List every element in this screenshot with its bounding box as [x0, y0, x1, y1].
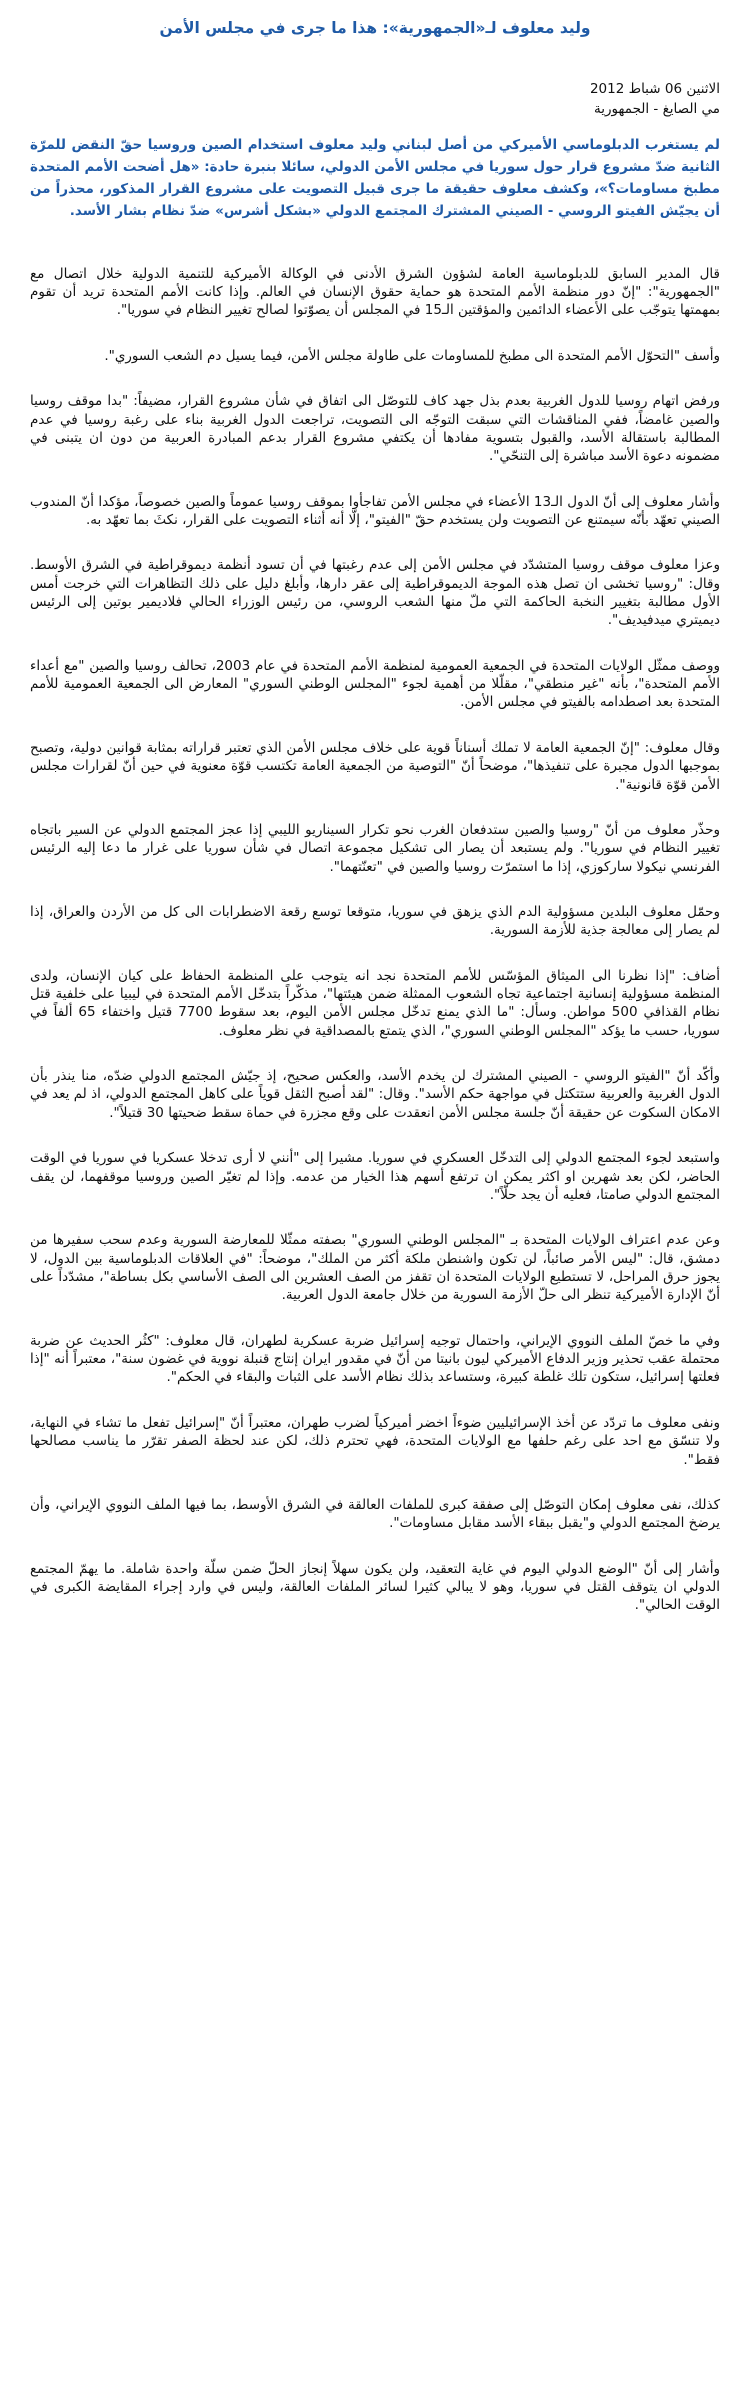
body-paragraph: ووصف ممثّل الولايات المتحدة في الجمعية العمومية لمنظمة الأمم المتحدة في عام 2003، تحالف روسيا والصين "مع أعداء الأمم المتحدة"، بأنه "غير منطقي"، مقلّلا من أهمية لجوء "المجلس الوطني السوري" المعارض الى الجمعية العمومية للأمم المتحدة بعد اصطدامه بالفيتو في مجلس الأمن.: [30, 657, 720, 711]
body-paragraph: وقال معلوف: "إنّ الجمعية العامة لا تملك أسناناً قوية على خلاف مجلس الأمن الذي تعتبر قراراته بمثابة قوانين دولية، وتصبح بموجبها الدول مجبرة على تنفيذها"، موضحاً أنّ "التوصية من الجمعية العامة تكتسب قوّة معنوية في حين أنّ لقرارات مجلس الأمن قوّة قانونية".: [30, 739, 720, 793]
article-body: [30, 265, 720, 1615]
article-date: الاثنين 06 شباط 2012: [589, 81, 720, 98]
body-paragraph: وعزا معلوف موقف روسيا المتشدّد في مجلس الأمن إلى عدم رغبتها في أن تسود أنظمة ديموقراطية في الشرق الأوسط. وقال: "روسيا تخشى ان تصل هذه الموجة الديموقراطية إلى عقر دارها، وأبلغ دليل على ذلك التظاهرات التي خرجت أمس الأول مطالبة بتغيير النخبة الحاكمة التي ملّ منها الشعب الروسي، من رئيس الوزراء الحالي فلاديمير بوتين إلى الرئيس ديميتري ميدفيديف".: [30, 557, 720, 629]
article-title: وليد معلوف لـ«الجمهورية»: هذا ما جرى في مجلس الأمن: [159, 19, 591, 37]
body-paragraph: ونفى معلوف ما تردّد عن أخذ الإسرائيليين ضوءاً اخضر أميركياً لضرب طهران، معتبراً أنّ "إسرائيل تفعل ما تشاء في النهاية، ولا تنسّق مع احد على رغم حلفها مع الولايات المتحدة، فهي تحترم ذلك، لكن عند لحظة الصفر تقرّر ما يناسب مصالحها فقط".: [30, 1414, 720, 1468]
article-page: [30, 0, 720, 1615]
article-meta: [30, 80, 720, 119]
body-paragraph: وحذّر معلوف من أنّ "روسيا والصين ستدفعان الغرب نحو تكرار السيناريو الليبي إذا عجز المجتمع الدولي عن السير باتجاه تغيير النظام في سوريا". ولم يستبعد أن يصار الى تشكيل مجموعة اتصال في شأن سوريا على غرار ما دعا إليه الرئيس الفرنسي نيكولا ساركوزي، إذا ما استمرّت روسيا والصين في "تعنّتهما".: [30, 821, 720, 875]
body-paragraph: ورفض اتهام روسيا للدول الغربية بعدم بذل جهد كاف للتوصّل الى اتفاق في شأن مشروع القرار، مضيفاً: "بدا موقف روسيا والصين غامضاً، ففي المناقشات التي سبقت التوجّه الى التصويت، تراجعت الدول الغربية بناء على رغبة روسيا في عدم المطالبة باستقالة الأسد، والقبول بتسوية مفادها أن يكتفي مشروع القرار بدعم المبادرة العربية من دون ان يتبنى في مضمونه دعوة الأسد مباشرة إلى التنحّي".: [30, 393, 720, 465]
body-paragraph: وحمّل معلوف البلدين مسؤولية الدم الذي يزهق في سوريا، متوقعا توسع رقعة الاضطرابات الى كل من الأردن والعراق، إذا لم يصار إلى معالجة جذية للأزمة السورية.: [30, 903, 720, 939]
body-paragraph: وأشار إلى أنّ "الوضع الدولي اليوم في غاية التعقيد، ولن يكون سهلاً إنجاز الحلّ ضمن سلّة واحدة شاملة. ما يهمّ المجتمع الدولي ان يتوقف القتل في سوريا، وهو لا يبالي كثيرا لسائر الملفات العالقة، وليس في وارد إجراء المقايضة الكبرى في الوقت الحالي".: [30, 1560, 720, 1614]
body-paragraph: واستبعد لجوء المجتمع الدولي إلى التدخّل العسكري في سوريا. مشيرا إلى "أنني لا أرى تدخلا عسكريا في سوريا في الوقت الحاضر، لكن بعد شهرين او اكثر يمكن ان ترتفع أسهم هذا الخيار من عدمه. وإذا لم تغيّر الصين وروسيا موقفهما، لن يقف المجتمع الدولي صامتا، فعليه أن يجد حلّاً".: [30, 1150, 720, 1203]
article-lead: لم يستغرب الدبلوماسي الأميركي من أصل لبناني وليد معلوف استخدام الصين وروسيا حقّ النقض للمرّة الثانية ضدّ مشروع قرار حول سوريا في مجلس الأمن الدولي، سائلا بنبرة حادة: «هل أضحت الأمم المتحدة مطبخ مساومات؟»، وكشف معلوف حقيقة ما جرى قبيل التصويت على مشروع القرار المذكور، محذراً من أن يجيّش الفيتو الروسي - الصيني المشترك المجتمع الدولي «بشكل أشرس» ضدّ نظام بشار الأسد.: [30, 137, 720, 219]
body-paragraph: وأشار معلوف إلى أنّ الدول الـ13 الأعضاء في مجلس الأمن تفاجأوا بموقف روسيا عموماً والصين خصوصاً، مؤكدا أنّ المندوب الصيني تعهّد بأنّه سيمتنع عن التصويت ولن يستخدم حقّ "الفيتو"، إلّا أنه أثناء التصويت على القرار، نكثَ بما تعهّد به.: [30, 493, 720, 528]
body-paragraph: وأكّد أنّ "الفيتو الروسي - الصيني المشترك لن يخدم الأسد، والعكس صحيح، إذ جيّش المجتمع الدولي ضدّه، منا ينذر بأن الدول الغربية والعربية ستتكتل في مواجهة حكم الأسد". وقال: "لقد أصبح الثقل قوياً على كاهل المجتمع الدولي، اذ لم يعد في الامكان السكوت عن حقيقة أنّ جلسة مجلس الأمن انعقدت على وقع مجزرة في حماة سقط ضحيتها 30 قتيلاً".: [30, 1068, 720, 1121]
article-source: مي الصايغ - الجمهورية: [594, 100, 720, 117]
body-paragraph: قال المدير السابق للدبلوماسية العامة لشؤون الشرق الأدنى في الوكالة الأميركية للتنمية الدولية خلال اتصال مع "الجمهورية": "إنّ دور منظمة الأمم المتحدة هو حماية حقوق الإنسان في العالم. وإذا كانت الأمم المتحدة تريد أن تقوم بمهمتها يتوجّب على الأعضاء الدائمين والمؤقتين الـ15 في المجلس أن يصوّتوا لصالح تغيير النظام في سوريا".: [30, 265, 720, 319]
body-paragraph: كذلك، نفى معلوف إمكان التوصّل إلى صفقة كبرى للملفات العالقة في الشرق الأوسط، بما فيها الملف النووي الإيراني، وأن يرضخ المجتمع الدولي و"يقبل ببقاء الأسد مقابل مساومات".: [30, 1496, 720, 1532]
body-paragraph: وأسف "التحوّل الأمم المتحدة الى مطبخ للمساومات على طاولة مجلس الأمن، فيما يسيل دم الشعب السوري".: [104, 347, 720, 364]
body-paragraph: وعن عدم اعتراف الولايات المتحدة بـ "المجلس الوطني السوري" بصفته ممثّلا للمعارضة السورية وعدم سحب سفيرها من دمشق، قال: "ليس الأمر صائباً، لن تكون واشنطن ملكة أكثر من الملك"، موضحاً: "في العلاقات الدبلوماسية بين الدول، لا يجوز حرق المراحل، لا تستطيع الولايات المتحدة ان تقفز من الصف العشرين الى الصف الأساسي بكل بساطة"، مشدّداً على أنّ الإدارة الأميركية تنظر الى حلّ الأزمة السورية من خلال جامعة الدول العربية.: [30, 1232, 720, 1304]
body-paragraph: أضاف: "إذا نظرنا الى الميثاق المؤسّس للأمم المتحدة نجد انه يتوجب على المنظمة الحفاظ على كيان الإنسان، ولدى المنظمة مسؤولية إنسانية اجتماعية تجاه الشعوب الممثلة ضمن هيئتها"، مذكّراً بتدخّل الأمم المتحدة في ليبيا على خلفية قتل نظام القذافي 500 مواطن. وسأل: "ما الذي يمنع تدخّل مجلس الأمن اليوم، بعد سقوط 7700 قتيل واختفاء 65 ألفاً في سوريا، حسب ما يؤكد "المجلس الوطني السوري"، الذي يتمتع بالمصداقية في نظر معلوف.: [30, 967, 720, 1039]
body-paragraph: وفي ما خصّ الملف النووي الإيراني، واحتمال توجيه إسرائيل ضربة عسكرية لطهران، قال معلوف: "كثُر الحديث عن ضربة محتملة عقب تحذير وزير الدفاع الأميركي ليون بانيتا من أنّ في مقدور ايران إنتاج قنبلة نووية في غضون سنة"، معتبراً أنه "إذا فعلتها إسرائيل، ستكون تلك غلطة كبيرة، وستساعد بذلك نظام الأسد على الثبات والبقاء في الحكم".: [30, 1332, 720, 1386]
